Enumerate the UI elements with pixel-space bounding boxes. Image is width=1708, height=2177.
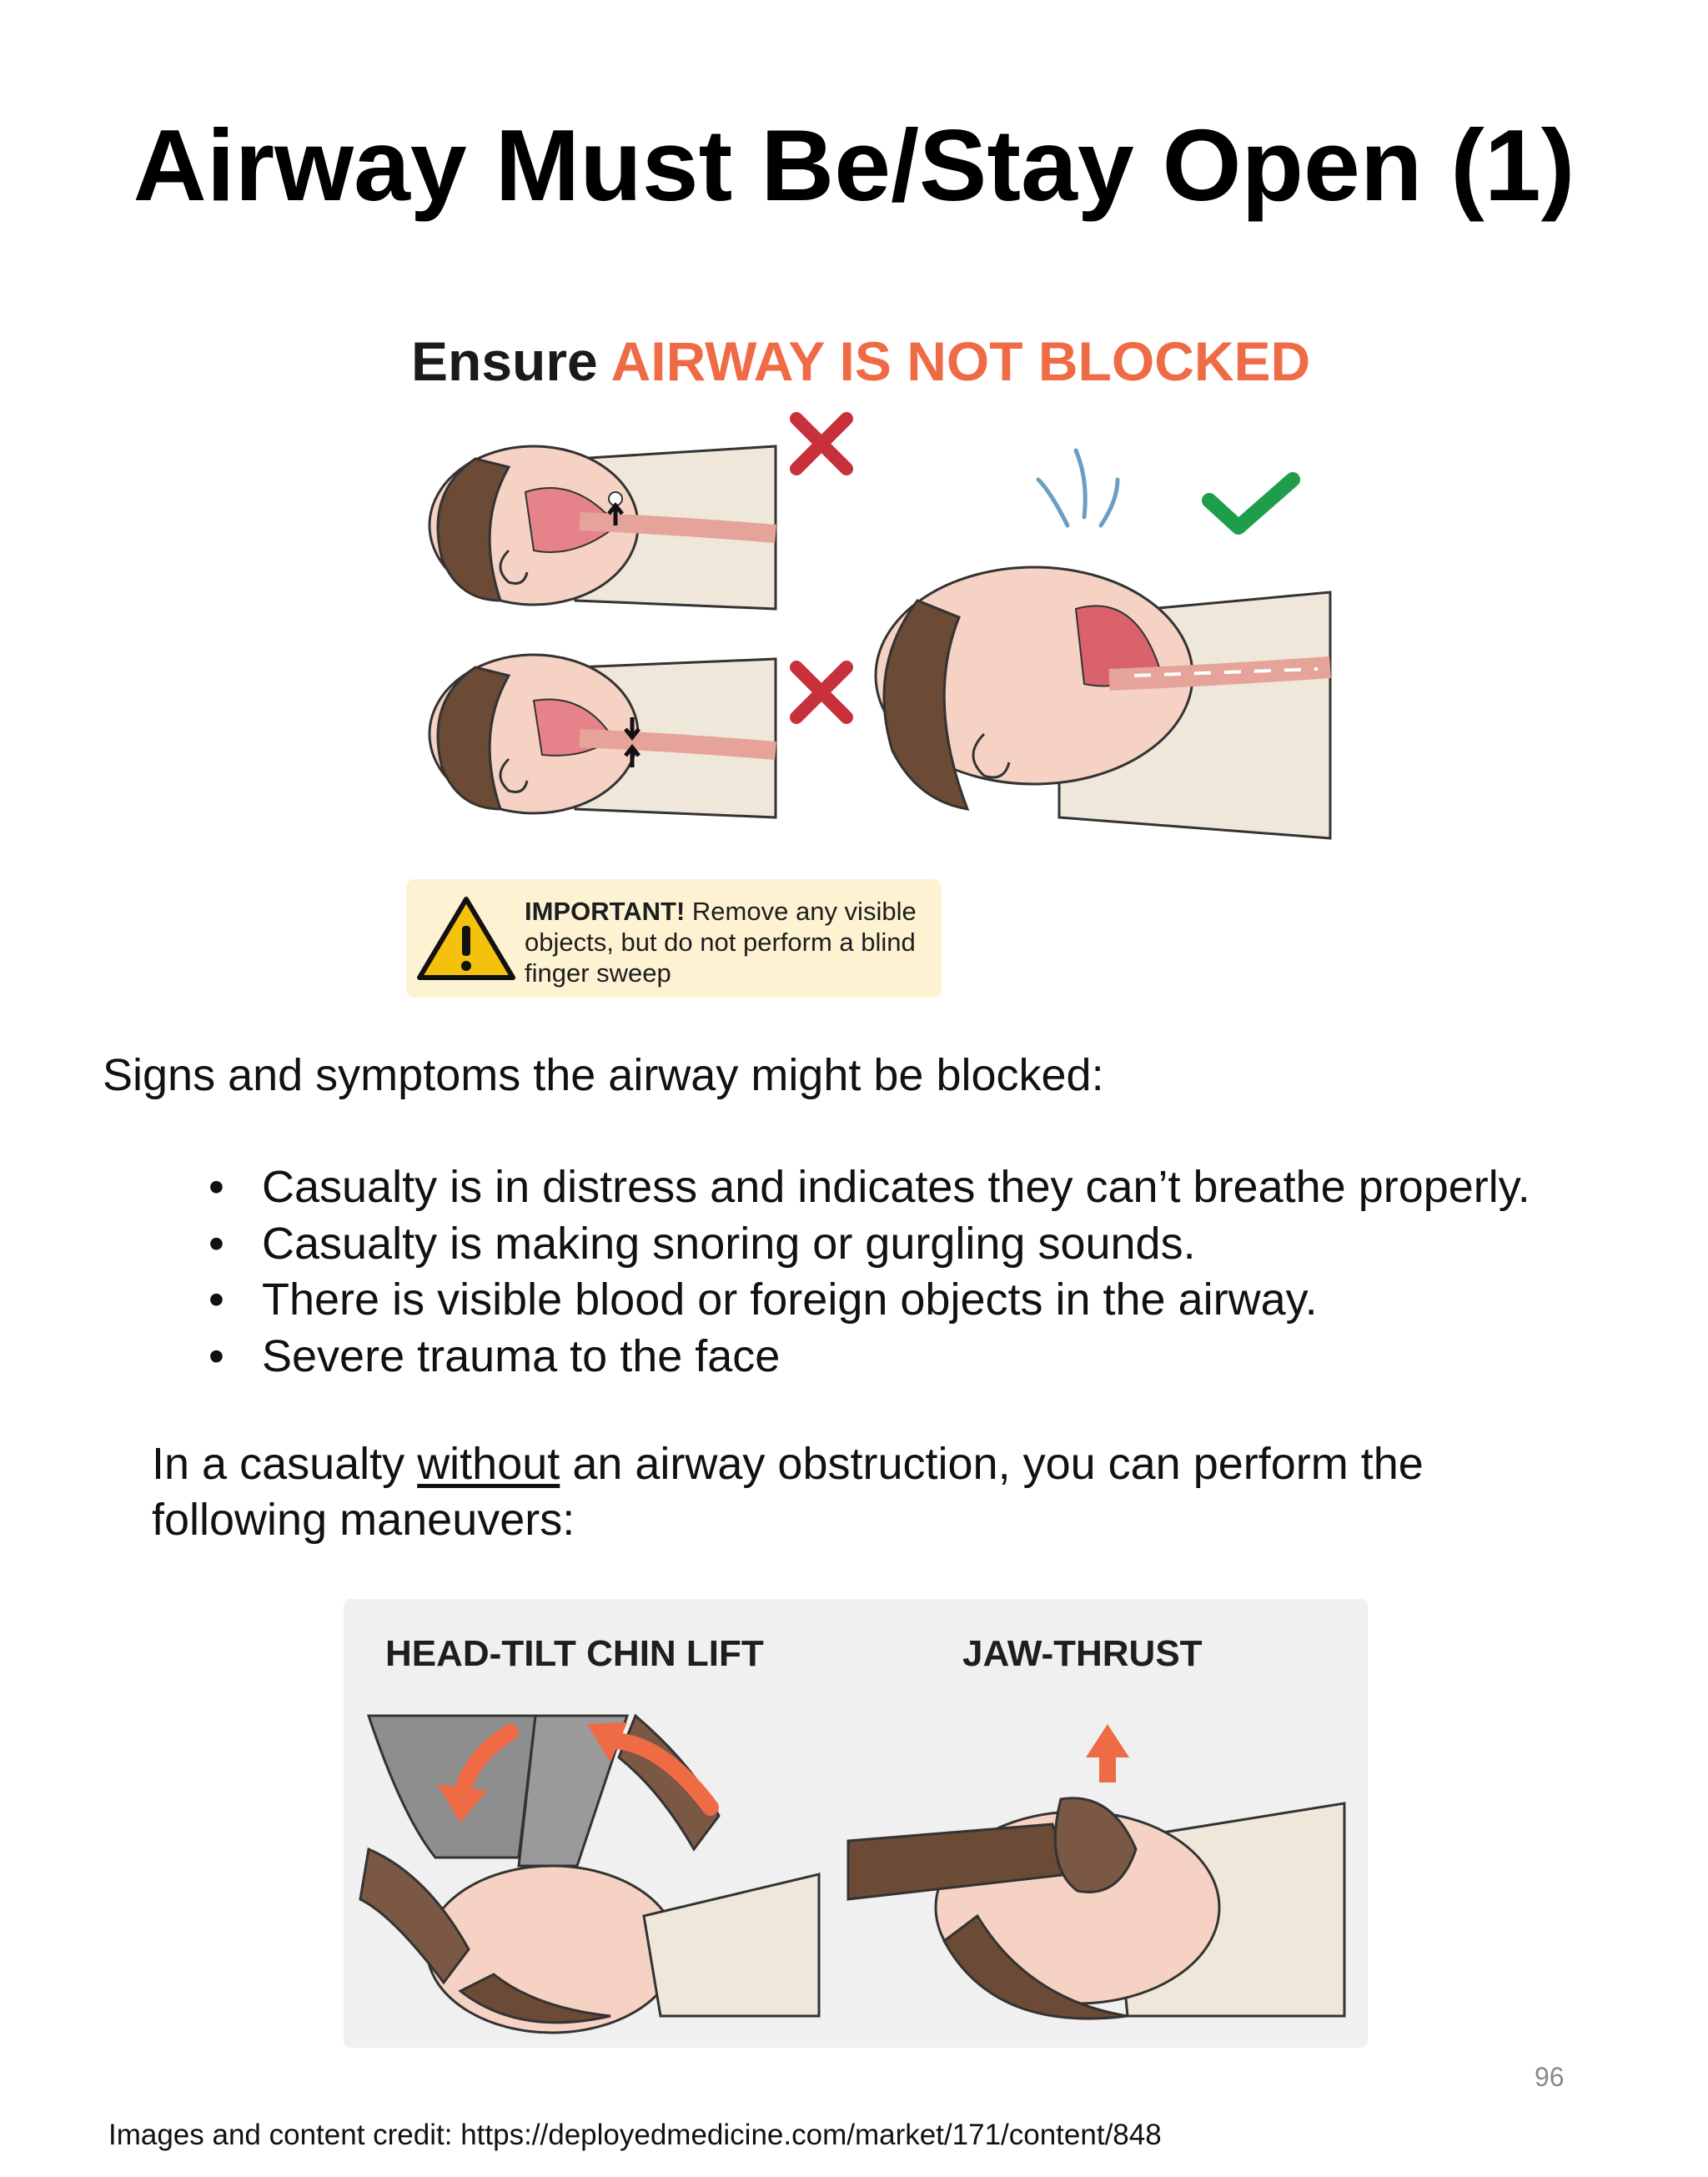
page-title: Airway Must Be/Stay Open (1) (133, 108, 1575, 222)
warning-icon (414, 894, 518, 983)
maneuvers-text-after: an airway obstruction, you can perform the following maneuvers: (152, 1439, 1424, 1545)
image-credit: Images and content credit: https://deployedmedicine.com/market/171/content/848 (108, 2119, 1162, 2151)
jaw-thrust-illustration (848, 1724, 1344, 2019)
maneuvers-text-before: In a casualty (152, 1439, 405, 1489)
airway-illustration (409, 400, 1334, 851)
cross-icon-top (796, 419, 846, 469)
maneuvers-figure (344, 1599, 1368, 2048)
warning-text (525, 896, 925, 988)
jaw-thrust-label: JAW-THRUST (962, 1633, 1203, 1674)
patient-blocked-object-illustration (430, 446, 776, 609)
patient-blocked-tongue-illustration (430, 655, 776, 817)
maneuvers-paragraph (152, 1436, 1570, 1548)
check-icon (1209, 480, 1293, 527)
list-item: • Severe trauma to the face (208, 1329, 1676, 1385)
maneuvers-underlined-word: without (417, 1439, 560, 1489)
figure1-heading (411, 328, 1310, 395)
figure1-heading-lead: Ensure (411, 330, 598, 392)
signs-heading: Signs and symptoms the airway might be blocked: (103, 1050, 1104, 1100)
list-item: • Casualty is in distress and indicates they can’t breathe properly. (208, 1159, 1676, 1216)
signs-list (208, 1159, 1676, 1385)
list-item: • There is visible blood or foreign objects in the airway. (208, 1272, 1676, 1329)
figure1-heading-accent: AIRWAY IS NOT BLOCKED (610, 330, 1311, 392)
warning-strong: IMPORTANT! (525, 897, 686, 926)
head-tilt-chin-lift-illustration (360, 1716, 819, 2033)
head-tilt-chin-lift-label: HEAD-TILT CHIN LIFT (385, 1633, 764, 1674)
warning-body: Remove any visible objects, but do not perform a blind finger sweep (525, 897, 917, 988)
page-number: 96 (1535, 2062, 1565, 2092)
list-item: • Casualty is making snoring or gurgling sounds. (208, 1216, 1676, 1273)
patient-clear-airway-illustration (876, 567, 1330, 838)
warning-box (406, 879, 942, 998)
cross-icon-bottom (796, 667, 846, 717)
airflow-icon (1038, 450, 1118, 525)
